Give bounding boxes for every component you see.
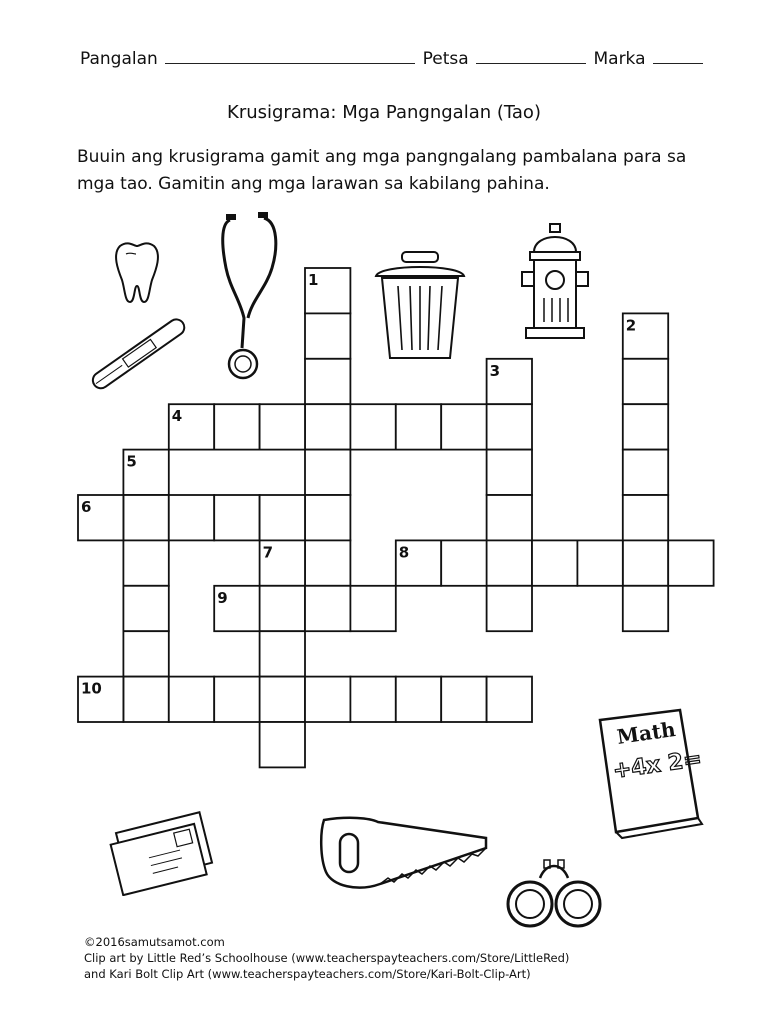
crossword-cell[interactable]: [350, 586, 395, 631]
crossword-cell[interactable]: [305, 404, 350, 449]
crossword-cell[interactable]: [487, 586, 532, 631]
crossword-cell[interactable]: [123, 586, 168, 631]
crossword-cell[interactable]: [396, 677, 441, 722]
crossword-cell[interactable]: [487, 450, 532, 495]
crossword-cell[interactable]: [623, 450, 668, 495]
clue-number-1: 1: [308, 271, 319, 289]
thermometer-icon: [78, 312, 198, 394]
clue-number-6: 6: [81, 498, 92, 516]
crossword-cell[interactable]: [260, 404, 305, 449]
crossword-cell[interactable]: [260, 722, 305, 767]
crossword-cell[interactable]: [623, 540, 668, 585]
tooth-icon: [112, 240, 162, 306]
crossword-cell[interactable]: [123, 540, 168, 585]
math-book-symbols: +4x 2=: [611, 746, 704, 784]
crossword-cell[interactable]: [305, 313, 350, 358]
fire-hydrant-icon: [520, 222, 590, 342]
clue-number-9: 9: [217, 588, 228, 607]
crossword-cell[interactable]: [169, 495, 214, 540]
crossword-cell[interactable]: [260, 495, 305, 540]
trash-can-icon: [370, 250, 470, 362]
handcuffs-icon: [500, 856, 608, 934]
date-label: Petsa: [422, 49, 469, 69]
clue-number-3: 3: [489, 361, 501, 380]
crossword-cell[interactable]: [487, 495, 532, 540]
clue-number-10: 10: [81, 679, 102, 698]
crossword-cell[interactable]: [260, 586, 305, 631]
crossword-cell[interactable]: [305, 359, 350, 404]
instructions: Buuin ang krusigrama gamit ang mga pangngalang pambalana para sa mga tao. Gamitin ang mga larawan sa kabilang pahina.: [77, 147, 687, 194]
crossword-cell[interactable]: [350, 404, 395, 449]
crossword-cell[interactable]: [123, 495, 168, 540]
stethoscope-icon: [218, 208, 288, 386]
crossword-cell[interactable]: [305, 677, 350, 722]
crossword-cell[interactable]: [441, 540, 486, 585]
crossword-cell[interactable]: [396, 404, 441, 449]
crossword-cell[interactable]: [532, 540, 577, 585]
math-book-icon: [594, 708, 704, 840]
credits: [84, 934, 569, 982]
clue-number-4: 4: [171, 407, 183, 426]
clue-number-8: 8: [398, 543, 410, 562]
crossword-cell[interactable]: [305, 495, 350, 540]
crossword-cell[interactable]: [123, 631, 168, 676]
letters-icon: [108, 808, 220, 896]
crossword-cell[interactable]: [260, 631, 305, 676]
crossword-cell[interactable]: [623, 495, 668, 540]
clue-number-2: 2: [625, 316, 637, 335]
clip-art-credit-2: and Kari Bolt Clip Art (www.teacherspayteachers.com/Store/Kari-Bolt-Clip-Art): [84, 967, 531, 981]
math-book-title: Math: [615, 716, 678, 749]
crossword-cell[interactable]: [577, 540, 622, 585]
crossword-cell[interactable]: [169, 677, 214, 722]
crossword-cell[interactable]: [487, 404, 532, 449]
crossword-cell[interactable]: [487, 677, 532, 722]
crossword-cell[interactable]: [623, 359, 668, 404]
crossword-cell[interactable]: [441, 677, 486, 722]
crossword-cell[interactable]: [305, 450, 350, 495]
page-title: Krusigrama: Mga Pangngalan (Tao): [227, 102, 541, 123]
score-label: Marka: [593, 49, 646, 69]
crossword-cell[interactable]: [260, 677, 305, 722]
crossword-cell[interactable]: [305, 586, 350, 631]
clip-art-credit-1: Clip art by Little Red’s Schoolhouse (www.teacherspayteachers.com/Store/LittleRed): [84, 951, 570, 965]
clue-number-5: 5: [126, 452, 137, 471]
crossword-cell[interactable]: [214, 677, 259, 722]
crossword-cell[interactable]: [214, 404, 259, 449]
saw-icon: [318, 812, 490, 892]
clue-number-7: 7: [262, 543, 274, 562]
crossword-cell[interactable]: [668, 540, 713, 585]
crossword-cell[interactable]: [623, 586, 668, 631]
crossword-cell[interactable]: [350, 677, 395, 722]
crossword-cell[interactable]: [214, 495, 259, 540]
name-label: Pangalan: [80, 49, 158, 69]
crossword-cell[interactable]: [123, 677, 168, 722]
crossword-cell[interactable]: [305, 540, 350, 585]
crossword-cell[interactable]: [487, 540, 532, 585]
copyright-line: ©2016samutsamot.com: [84, 935, 225, 949]
crossword-cell[interactable]: [441, 404, 486, 449]
crossword-cell[interactable]: [623, 404, 668, 449]
